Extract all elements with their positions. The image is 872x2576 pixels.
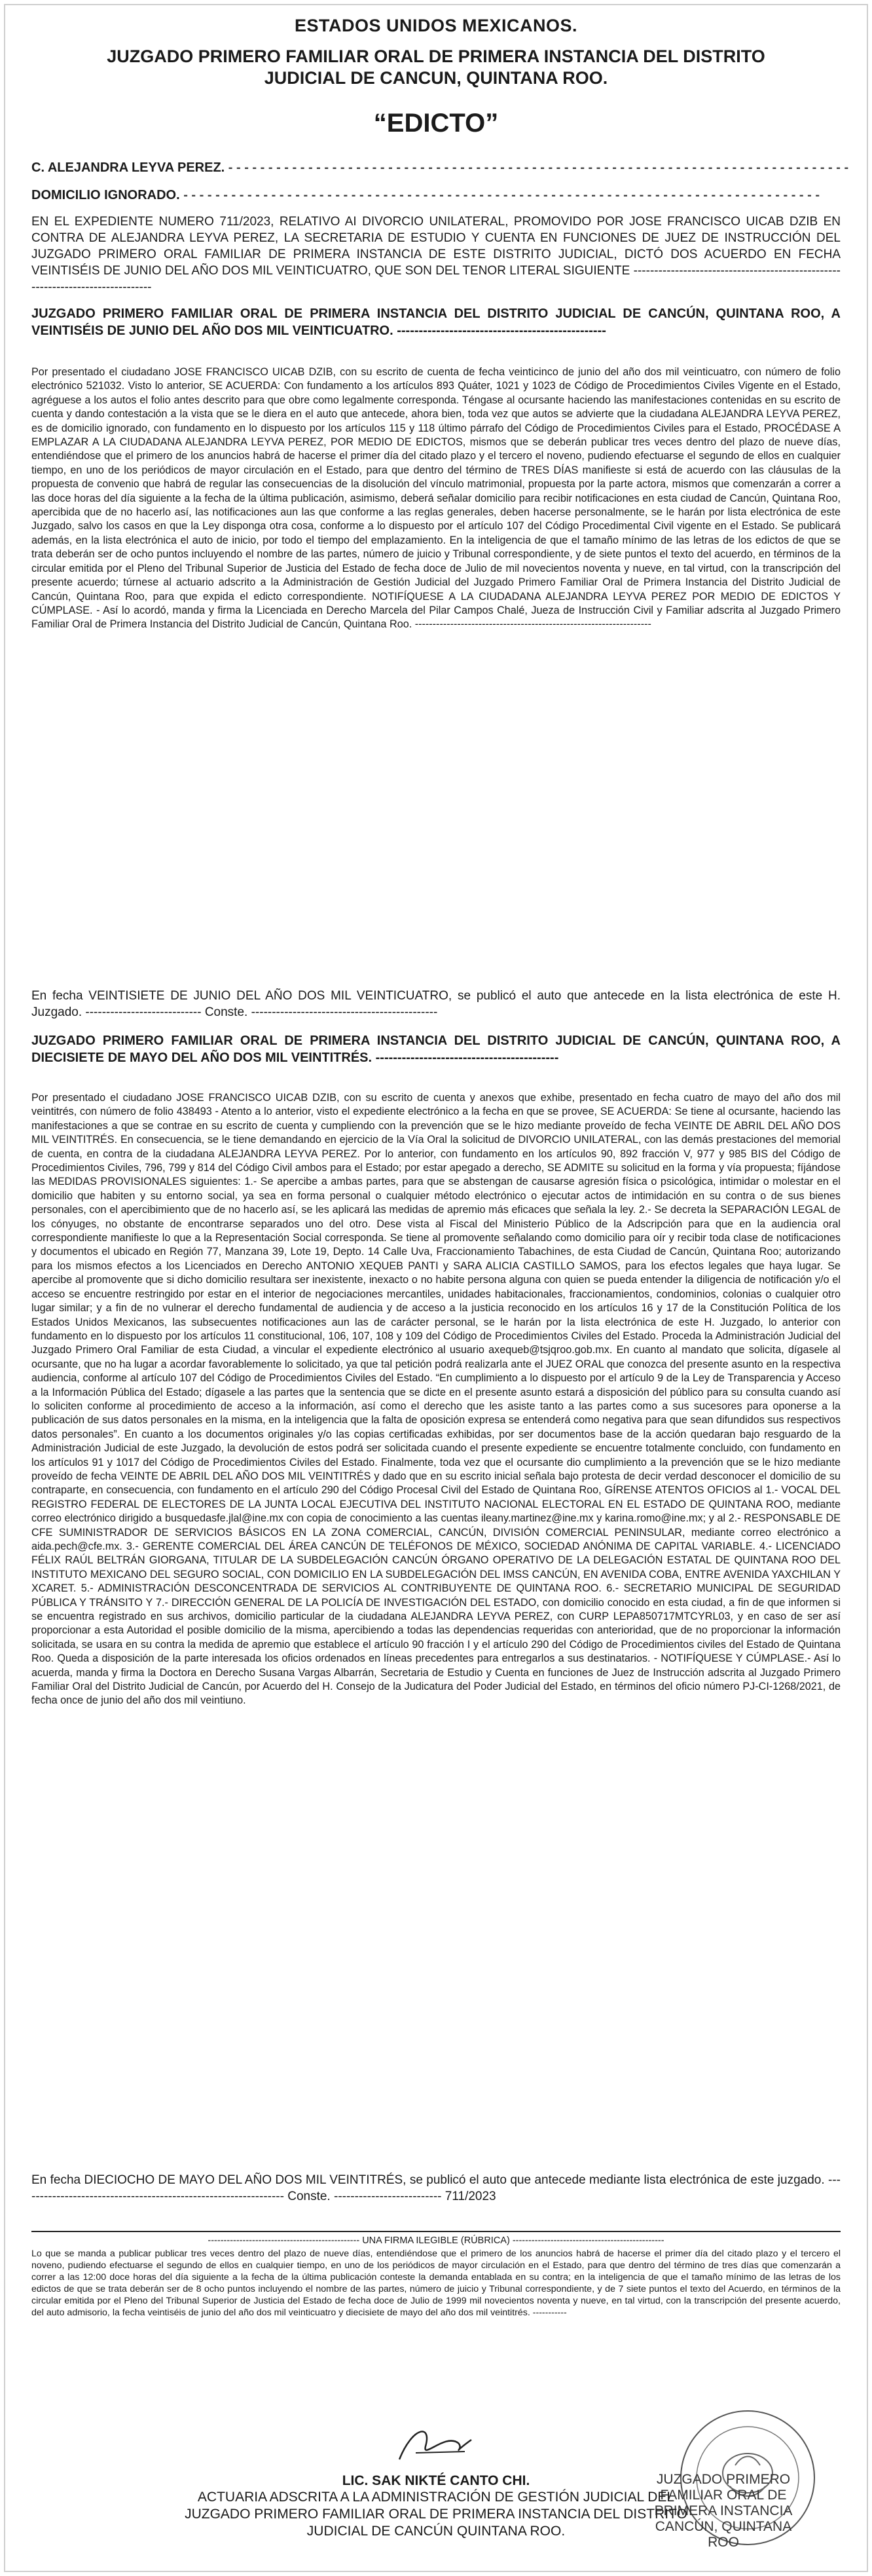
signer-name: LIC. SAK NIKTÉ CANTO CHI.: [342, 2473, 530, 2488]
addressee-domicile: DOMICILIO IGNORADO. - - - - - - - - - - - - - - - - - - - - - - - - - - - - - - - - - - - - - - - - - - - - - - - - - - - - - - - - - - - - - - - - - - - - - - - - - - - - - - - -: [31, 188, 820, 202]
divider: [31, 2231, 841, 2232]
seal-text: JUZGADO PRIMERO FAMILIAR ORAL DE PRIMERA INSTANCIA CANCÚN, QUINTANA ROO: [654, 2472, 793, 2550]
document-title: “EDICTO”: [373, 109, 499, 138]
auto1-body: Por presentado el ciudadano JOSE FRANCISCO UICAB DZIB, con su escrito de cuenta de fecha veinticinco de junio del año dos mil veinticuatro, con número de folio electrónico 521032. Visto lo anterior, SE ACUERDA: Con fundamento a los artículos 893 Quáter, 1021 y 1023 de Código de Procedimientos Civiles Vigente en el Estado, agréguese a los autos el folio antes descrito para que obre como legalmente corresponda. Téngase al ocursante haciendo las manifestaciones contenidas en su escrito de cuenta y dando contestación a la vista que se le diera en el auto que antecede, ahora bien, toda vez que autos se advierte que la ciudadana ALEJANDRA LEYVA PEREZ, es de domicilio ignorado, con fundamento en lo dispuesto por los artículos 115 y 118 último párrafo del Código de Procedimientos Civiles para el Estado, PROCÉDASE A EMPLAZAR A LA CIUDADANA ALEJANDRA LEYVA PEREZ, POR MEDIO DE EDICTOS, mismos que se deberán publicar tres veces dentro del plazo de nueve días, entendiéndose que el primero de los anuncios habrá de hacerse el primer día del citado plazo y el tercero el noveno, pudiendo efectuarse el segundo de ellos en cualquier tiempo, en uno de los periódicos de mayor circulación en el Estado, para que dentro del término de TRES DÍAS manifieste si está de acuerdo con las cláusulas de la propuesta de convenio que habrá de regular las consecuencias de la disolución del vínculo matrimonial, propuesta por la parte actora, mismos que comenzarán a correr a las doce horas del día siguiente a la fecha de la última publicación, asimismo, deberá señalar domicilio para recibir notificaciones en esta ciudad de Cancún, Quintana Roo, apercibida que de no hacerlo así, las notificaciones aun las que conforme a las reglas generales, deben hacerse personalmente, se le harán por lista electrónica de este Juzgado, salvo los casos en que la Ley disponga otra cosa, conforme a lo dispuesto por el artículo 107 del Código Procedimental Civil vigente en el Estado. Se publicará además, en la lista electrónica el auto de inicio, por todo el tiempo del emplazamiento. En la inteligencia de que el tamaño mínimo de las letras de los edictos de que se trata deberán ser de ocho puntos incluyendo el nombre de las partes, número de juicio y Tribunal correspondiente, y de siete puntos el texto del acuerdo, en términos de la circular emitida por el Pleno del Tribunal Superior de Justicia del Estado de fecha doce de Julio de mil novecientos noventa y nueve, en tal virtud, con la transcripción del presente acuerdo; túrnese al actuario adscrito a la Administración de Gestión Judicial del Juzgado Primero Familiar Oral de Primera Instancia del Distrito Judicial de Cancún, Quintana Roo, para que expida el edicto correspondiente. NOTIFÍQUESE A LA CIUDADANA ALEJANDRA LEYVA PEREZ POR MEDIO DE EDICTOS Y CÚMPLASE. - Así lo acordó, manda y firma la Licenciada en Derecho Marcela del Pilar Campos Chalé, Jueza de Instrucción Civil y Familiar adscrita al Juzgado Primero Familiar Oral de Primera Instancia del Distrito Judicial de Cancún, Quintana Roo. -------------------------------------------------------------------: [31, 366, 841, 631]
country-heading: ESTADOS UNIDOS MEXICANOS.: [294, 16, 578, 35]
auto1-publication: En fecha VEINTISIETE DE JUNIO DEL AÑO DOS MIL VEINTICUATRO, se publicó el auto que antecede en la lista electrónica de este H. Juzgado. ---------------------------- Conste. ---------------------------------------------: [31, 989, 841, 1019]
handwritten-signature: [386, 2420, 484, 2473]
auto2-publication: En fecha DIECIOCHO DE MAYO DEL AÑO DOS MIL VEINTITRÉS, se publicó el auto que antecede mediante lista electrónica de este juzgado. ---------------------------------------------------------------- Conste. -------------------------- 711/2023: [31, 2173, 841, 2203]
intro-paragraph: EN EL EXPEDIENTE NUMERO 711/2023, RELATIVO AI DIVORCIO UNILATERAL, PROMOVIDO POR JOSE FRANCISCO UICAB DZIB EN CONTRA DE ALEJANDRA LEYVA PEREZ, LA SECRETARIA DE ESTUDIO Y CUENTA EN FUNCIONES DE JUEZ DE INSTRUCCIÓN DEL JUZGADO PRIMERO ORAL FAMILIAR DE PRIMERA INSTANCIA DE ESTE DISTRITO JUDICIAL, DICTÓ DOS ACUERDO EN FECHA VEINTISÉIS DE JUNIO DEL AÑO DOS MIL VEINTICUATRO, QUE SON DEL TENOR LITERAL SIGUIENTE -------------------------------------------------------------------------------: [31, 215, 841, 294]
auto1-heading: JUZGADO PRIMERO FAMILIAR ORAL DE PRIMERA INSTANCIA DEL DISTRITO JUDICIAL DE CANCÚN, QUINTANA ROO, A VEINTISÉIS DE JUNIO DEL AÑO DOS MIL VEINTICUATRO. ------------------------------------------------: [31, 307, 841, 338]
signer-title: ACTUARIA ADSCRITA A LA ADMINISTRACIÓN DE GESTIÓN JUDICIAL DEL JUZGADO PRIMERO FAMILIAR ORAL DE PRIMERA INSTANCIA DEL DISTRITO JUDICIAL DE CANCÚN QUINTANA ROO.: [185, 2490, 687, 2539]
court-heading: JUZGADO PRIMERO FAMILIAR ORAL DE PRIMERA INSTANCIA DEL DISTRITO JUDICIAL DE CANCUN, QUINTANA ROO.: [107, 47, 765, 88]
footer-note: Lo que se manda a publicar publicar tres veces dentro del plazo de nueve días, entendiéndose que el primero de los anuncios habrá de hacerse el primer día del citado plazo y el tercero el noveno, pudiendo efectuarse el segundo de ellos en cualquier tiempo, en uno de los periódicos de mayor circulación en el Estado, para que dentro del término de tres días que comenzarán a correr a las 12:00 doce horas del día siguiente a la fecha de la última publicación conteste la demanda entablada en su contra; en la inteligencia de que el tamaño mínimo de las letras de los edictos de que se trata deberán ser de 8 ocho puntos incluyendo el nombre de las partes, número de juicio y Tribunal correspondiente, y de 7 siete puntos el texto del Acuerdo, en términos de la circular emitida por el Pleno del Tribunal Superior de Justicia del Estado de fecha doce de Julio de 1999 mil novecientos noventa y nueve, en tal virtud, con la transcripción del presente acuerdo, del auto admisorio, la fecha veintiséis de junio del año dos mil veinticuatro y diecisiete de mayo del año dos mil veintitrés. -----------: [31, 2249, 841, 2318]
auto2-heading: JUZGADO PRIMERO FAMILIAR ORAL DE PRIMERA INSTANCIA DEL DISTRITO JUDICIAL DE CANCÚN, QUINTANA ROO, A DIECISIETE DE MAYO DEL AÑO DOS MIL VEINTITRÉS. ------------------------------------------: [31, 1034, 841, 1065]
signature-note: ------------------------------------------------ UNA FIRMA ILEGIBLE (RÚBRICA) ------------------------------------------------: [208, 2235, 664, 2246]
addressee-name: C. ALEJANDRA LEYVA PEREZ. - - - - - - - - - - - - - - - - - - - - - - - - - - - - - - - - - - - - - - - - - - - - - - - - - - - - - - - - - - - - - - - - - - - - - - - - - - - - - -: [31, 160, 849, 175]
auto2-body: Por presentado el ciudadano JOSE FRANCISCO UICAB DZIB, con su escrito de cuenta y anexos que exhibe, presentado en fecha cuatro de mayo del año dos mil veintitrés, con número de folio 438493 - Atento a lo anterior, visto el expediente electrónico a la fecha en que se provee, SE ACUERDA: Se tiene al ocursante, haciendo las manifestaciones a que se contrae en su escrito de cuenta y cumpliendo con la prevención que se le hizo mediante proveído de fecha VEINTE DE ABRIL DEL AÑO DOS MIL VEINTITRÉS. En consecuencia, se le tiene demandando en ejercicio de la Vía Oral la solicitud de DIVORCIO UNILATERAL, con las demás prestaciones del memorial de cuenta, en contra de la ciudadana ALEJANDRA LEYVA PEREZ. Por lo anterior, con fundamento en los artículos 90, 892 fracción V, 977 y 985 BIS del Código de Procedimientos Civiles, 796, 799 y 814 del Código Civil ambos para el Estado; por estar apegado a derecho, SE ADMITE su solicitud en la forma y vía propuesta; fíjándose las MEDIDAS PROVISIONALES siguientes: 1.- Se apercibe a ambas partes, para que se abstengan de causarse agresión física o psicológica, intimidar o molestar en el domicilio que habiten y su entorno social, ya sea en forma personal o cualquier método electrónico o ejecutar actos de intimidación en su contra o de sus bienes personales, con el apercibimiento que de no hacerlo así, se les aplicará las medidas de apremio más eficaces que señala la ley. 2.- Se decreta la SEPARACIÓN LEGAL de los cónyuges, no obstante de encontrarse separados uno del otro. Dese vista al Fiscal del Ministerio Público de la Adscripción para que en la audiencia oral correspondiente manifieste lo que a la Representación Social corresponda. Se tiene al promovente señalando como domicilio para oír y recibir toda clase de notificaciones y documentos el ubicado en Región 77, Manzana 39, Lote 19, Depto. 14 Calle Uva, Fraccionamiento Tabachines, de esta Ciudad de Cancún, Quintana Roo; autorizando para los mismos efectos a los Licenciados en Derecho ANTONIO XEQUEB PANTI y SARA ALICIA CASTILLO SAMOS, para los efectos legales que haya lugar. Se apercibe al promovente que si dicho domicilio resultara ser inexistente, inexacto o no habite persona alguna con quien se pueda entender la diligencia de notificación y/o el acceso se encuentre restringido por estar en el interior de negociaciones mercantiles, unidades habitacionales, fraccionamientos, condominios, colonias o cualquier otro lugar similar; y a fin de no vulnerar el derecho fundamental de audiencia y de acceso a la justicia reconocido en los artículos 16 y 17 de la Constitución Política de los Estados Unidos Mexicanos, las subsecuentes notificaciones aun las de carácter personal, se le harán por la lista electrónica de este H. Juzgado, lo anterior con fundamento en lo dispuesto por los artículos 11 constitucional, 106, 107, 108 y 109 del Código de Procedimientos Civiles del Estado. Proceda la Administración Judicial del Juzgado Primero Oral Familiar de esta Ciudad, a vincular el expediente electrónico al usuario axequeb@tsjqroo.gob.mx. En cuanto al mandato que solicita, dígasele al ocursante, que no ha lugar a acordar favorablemente lo solicitado, ya que tal petición podrá realizarla ante el JUEZ ORAL que conozca del presente asunto en la respectiva audiencia, conforme al artículo 107 del Código de Procedimientos Civiles del Estado. “En cumplimiento a lo dispuesto por el artículo 9 de la Ley de Transparencia y Acceso a la Información Pública del Estado; dígasele a las partes que la sentencia que se dicte en el presente asunto estará a disposición del público para su consulta cuando así lo soliciten conforme al procedimiento de acceso a la información, así como el derecho que les asiste tanto a las partes como a sus sucesores para oponerse a la publicación de sus datos personales en la misma, en la inteligencia que la falta de oposición expresa se entenderá como negativa para que sean difundidos sus respectivos datos personales”. En cuanto a los documentos originales y/o las copias certificadas exhibidas, por ser documentos base de la acción quedaran bajo resguardo de la Administración Judicial de este Juzgado, la devolución de estos podrá ser solicitada cuando el presente expediente se encuentre totalmente concluido, con fundamento en los artículos 91 y 1017 del Código de Procedimientos Civiles del Estado. Finalmente, toda vez que el ocursante dio cumplimiento a la prevención que se le hizo mediante proveído de fecha VEINTE DE ABRIL DEL AÑO DOS MIL VEINTITRÉS y dado que en su escrito inicial señala bajo protesta de decir verdad desconocer el domicilio de su contraparte, en consecuencia, con fundamento en el artículo 290 del Código Procesal Civil del Estado de Quintana Roo, GÍRENSE ATENTOS OFICIOS al 1.- VOCAL DEL REGISTRO FEDERAL DE ELECTORES DE LA JUNTA LOCAL EJECUTIVA DEL INSTITUTO NACIONAL ELECTORAL EN EL ESTADO DE QUINTANA ROO, mediante correo electrónico dirigido a busquedasfe.jlal@ine.mx con copia de conocimiento a las cuentas ileany.martinez@ine.mx y karina.romo@ine.mx; y al 2.- RESPONSABLE DE CFE SUMINISTRADOR DE SERVICIOS BÁSICOS EN LA ZONA COMERCIAL, CANCÚN, DIVISIÓN COMERCIAL PENINSULAR, mediante correo electrónico a aida.pech@cfe.mx. 3.- GERENTE COMERCIAL DEL ÁREA CANCÚN DE TELÉFONOS DE MÉXICO, SOCIEDAD ANÓNIMA DE CAPITAL VARIABLE. 4.- LICENCIADO FÉLIX RAÚL BELTRÁN GIORGANA, TITULAR DE LA SUBDELEGACIÓN CANCÚN ÓRGANO OPERATIVO DE LA DELEGACIÓN ESTATAL DE QUINTANA ROO DEL INSTITUTO MEXICANO DEL SEGURO SOCIAL, CON DOMICILIO EN LA SUBDELEGACIÓN DEL IMSS CANCÚN, EN AVENIDA COBA, ENTRE AVENIDA YAXCHILAN Y XCARET. 5.- ADMINISTRACIÓN DESCONCENTRADA DE SERVICIOS AL CONTRIBUYENTE DE QUINTANA ROO. 6.- SECRETARIO MUNICIPAL DE SEGURIDAD PÚBLICA Y TRÁNSITO Y 7.- DIRECCIÓN GENERAL DE LA POLICÍA DE INVESTIGACIÓN DEL ESTADO, con domicilio conocido en esta ciudad, a fin de que informen si se encuentra registrado en sus archivos, domicilio particular de la ciudadana ALEJANDRA LEYVA PEREZ, con CURP LEPA850717MTCYRL03, y en caso de ser así proporcionar a esta Autoridad el posible domicilio de la misma, apercibiendo a todas las dependencias requeridas con anterioridad, que de no proporcionar la información solicitada, se usara en su contra la medida de apremio que establece el artículo 90 fracción I y el artículo 290 del Código de Procedimientos civiles del Estado de Quintana Roo. Queda a disposición de la parte interesada los oficios ordenados en líneas precedentes para entregarlos a sus destinatarios. - NOTIFÍQUESE Y CÚMPLASE.- Así lo acuerda, manda y firma la Doctora en Derecho Susana Vargas Albarrán, Secretaria de Estudio y Cuenta en funciones de Juez de Instrucción adscrita al Juzgado Primero Familiar Oral del Distrito Judicial de Cancún, por Acuerdo del H. Consejo de la Judicatura del Poder Judicial del Estado, en términos del oficio número PJ-CI-1268/2021, de fecha once de junio del año dos mil veintiuno.: [31, 1092, 841, 1707]
